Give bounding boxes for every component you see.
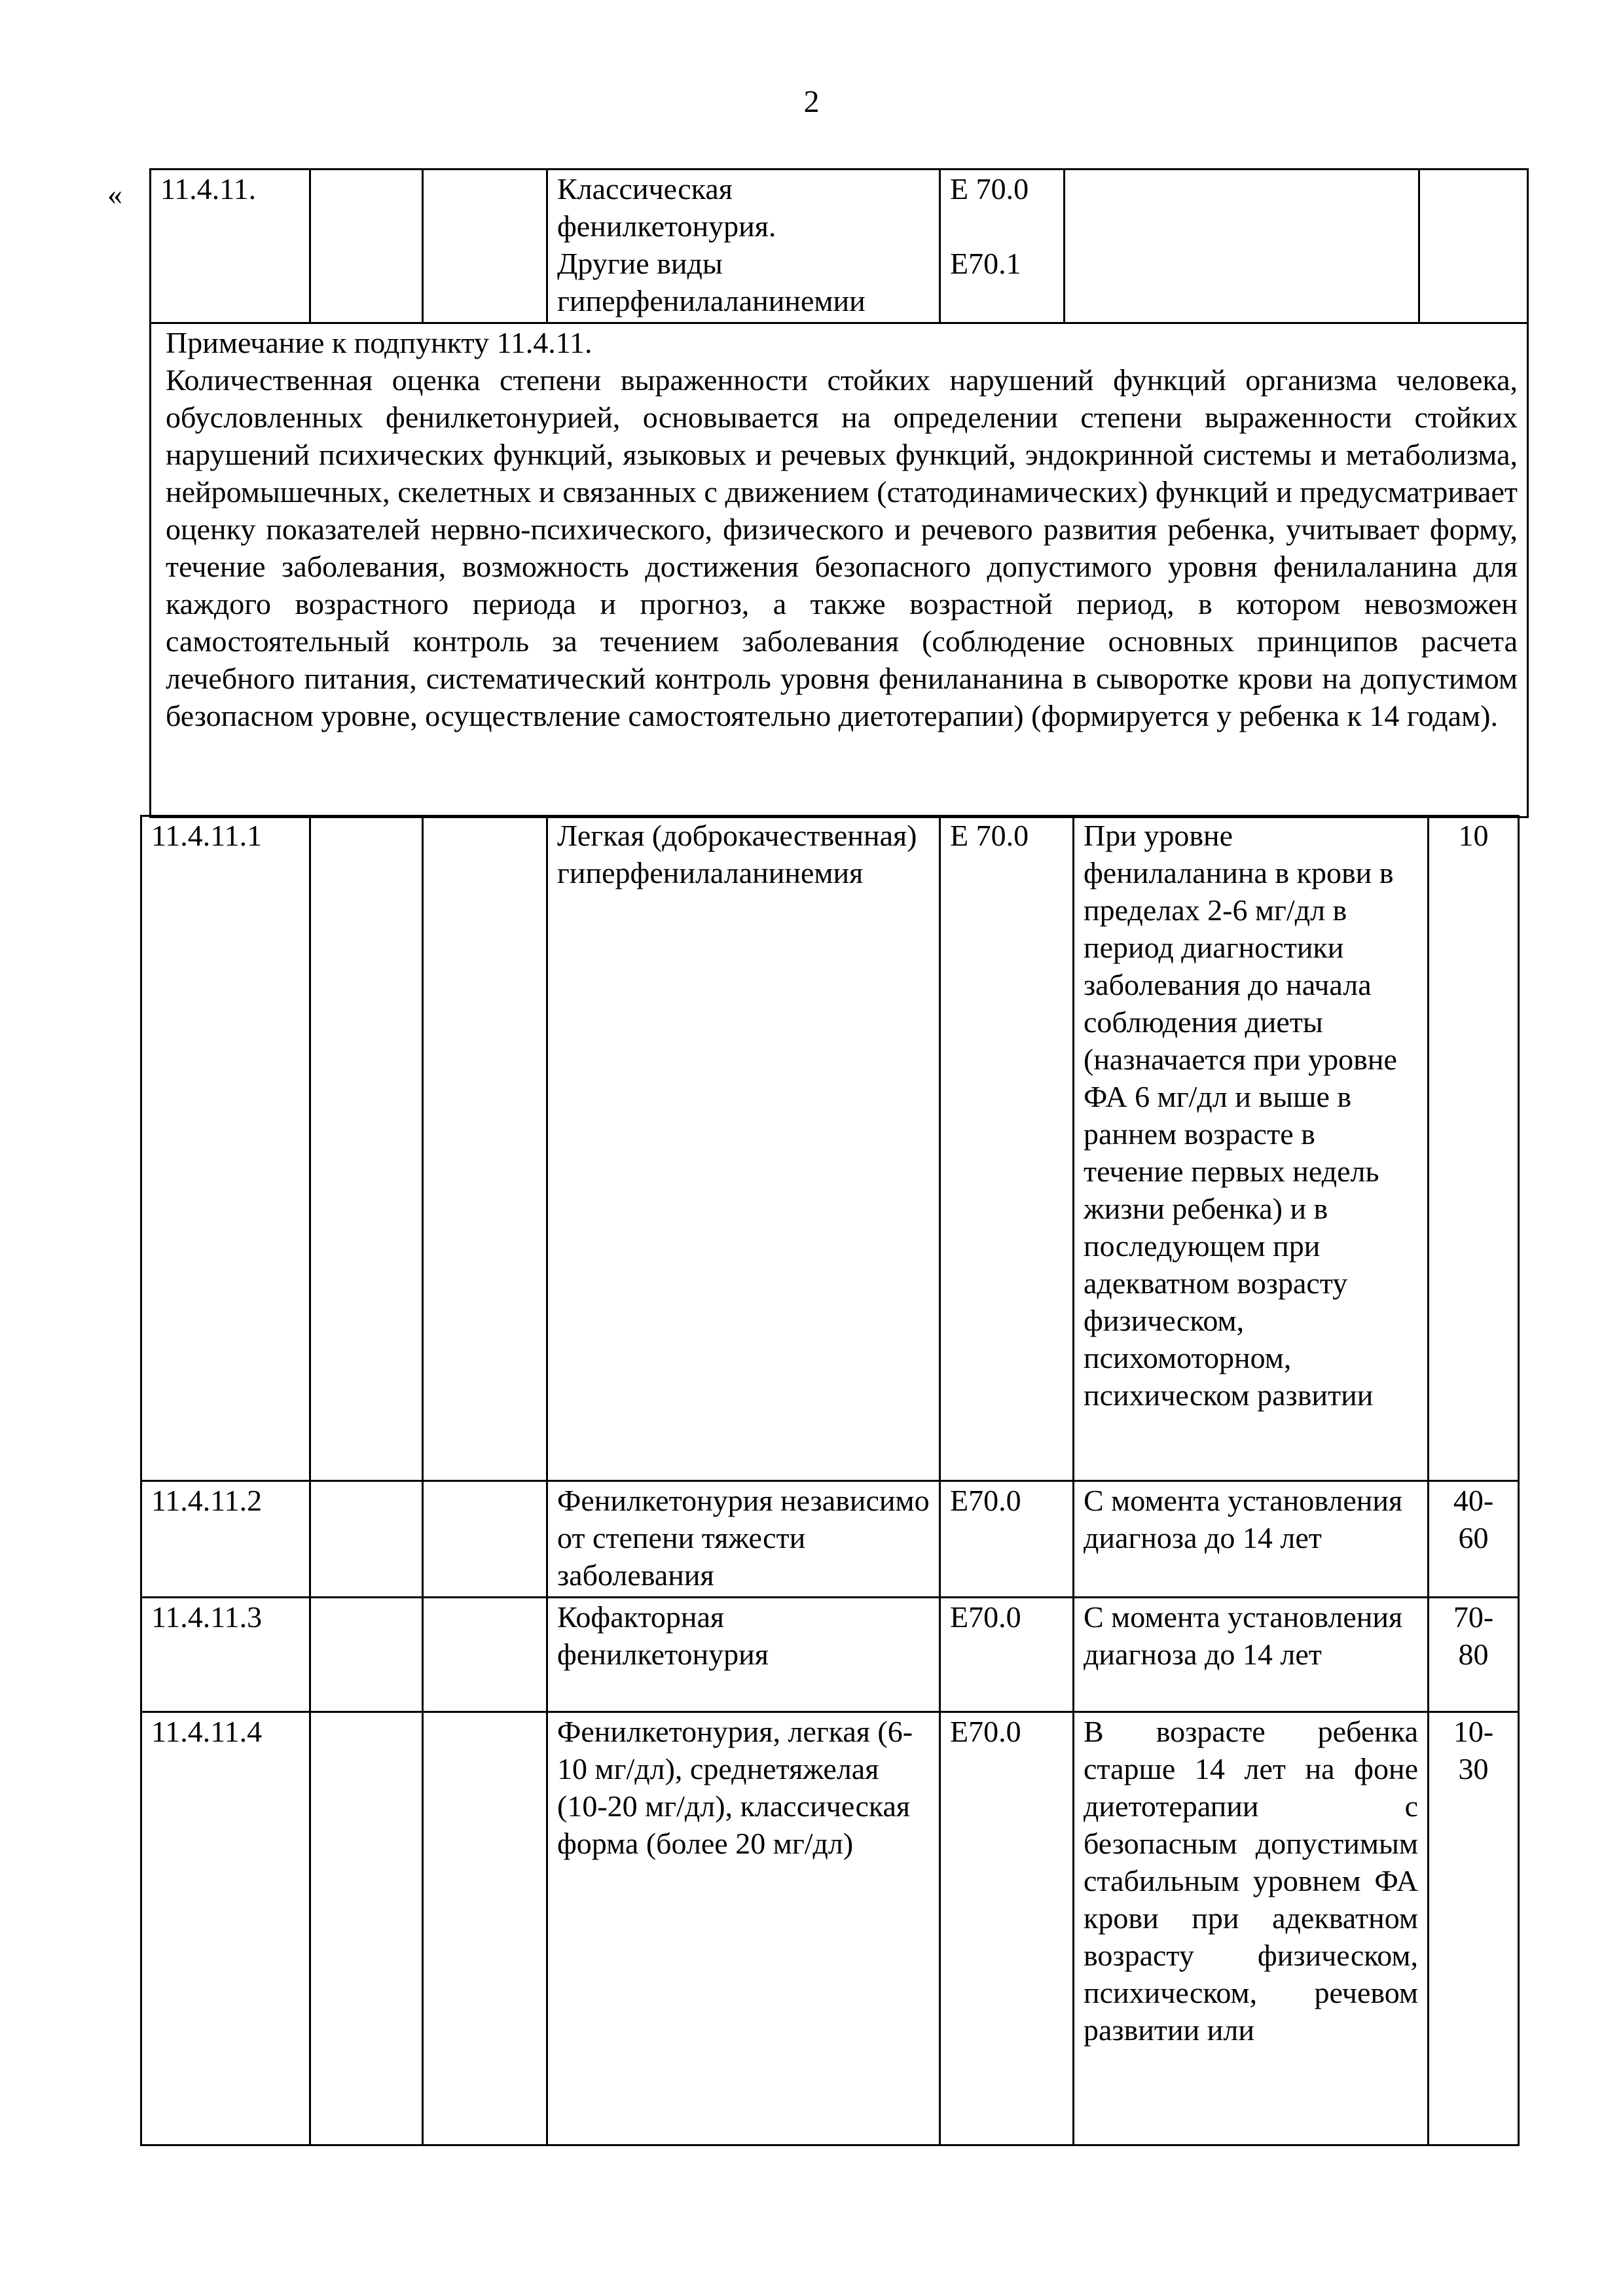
note-text: Количественная оценка степени выраженности стойких нарушений функций организма человека, обусловленных фенилкетонурией, основывается на определении степени выраженности стойких нарушений психических функций, языковых и речевых функций, эндокринной системы и метаболизма, нейромышечных, скелетных и связанных с движением (статодинамических) функций и предусматривает оценку показателей нервно-психического, физического и речевого развития ребенка, учитывает форму, течение заболевания, возможность достижения безопасного допустимого уровня фенилаланина для каждого возрастного периода и прогноз, а также возрастной период, в котором невозможен самостоятельный контроль за течением заболевания (соблюдение основных принципов расчета лечебного питания, систематический контроль уровня фенилананина в сыворотке крови на допустимом безопасном уровне, осуществление самостоятельно диетотерапии) (формируется у ребенка к 14 годам). xyxy=(166,363,1518,732)
row-icd: E70.0 xyxy=(950,1484,1021,1517)
row-icd: E 70.0 xyxy=(950,819,1029,852)
row-criteria: С момента установления диагноза до 14 лет xyxy=(1084,1484,1403,1554)
row-code: 11.4.11.3 xyxy=(151,1600,263,1634)
row-icd-cell xyxy=(940,170,1065,323)
row-percent-cell xyxy=(1429,1712,1519,2145)
row-code-cell xyxy=(141,1598,310,1712)
row-code-cell xyxy=(141,1712,310,2145)
note-row xyxy=(151,323,1528,817)
table-row xyxy=(141,1712,1519,2145)
row-icd: E70.0 xyxy=(950,1600,1021,1634)
row-criteria-cell xyxy=(1074,1598,1429,1712)
row-name: Кофакторная фенилкетонурия xyxy=(557,1600,769,1671)
row-criteria-cell xyxy=(1065,170,1419,323)
row-name-cell xyxy=(547,1481,940,1598)
row-icd-line: E 70.0 xyxy=(950,172,1029,206)
row-name: Легкая (доброкачественная) гиперфенилаланинемия xyxy=(557,819,917,889)
row-percent: 10 xyxy=(1458,819,1489,852)
empty-cell xyxy=(310,816,423,1481)
disability-criteria-table-bottom xyxy=(140,815,1520,2146)
empty-cell xyxy=(310,170,423,323)
row-criteria: При уровне фенилаланина в крови в пределах 2-6 мг/дл в период диагностики заболевания до начала соблюдения диеты (назначается при уровне ФА 6 мг/дл и выше в раннем возрасте в течение первых недель жизни ребенка) и в последующем при адекватном возрасту физическом, психомоторном, психическом развитии xyxy=(1084,819,1397,1412)
row-name-line: Классическая xyxy=(557,172,733,206)
empty-cell xyxy=(423,816,547,1481)
row-code-cell xyxy=(141,1481,310,1598)
note-cell xyxy=(151,323,1528,817)
row-percent: 10-30 xyxy=(1453,1715,1494,1785)
row-icd-cell xyxy=(940,1598,1074,1712)
empty-cell xyxy=(423,170,547,323)
empty-cell xyxy=(423,1712,547,2145)
note-title: Примечание к подпункту 11.4.11. xyxy=(166,326,593,359)
row-criteria-cell xyxy=(1074,1712,1429,2145)
row-code: 11.4.11.2 xyxy=(151,1484,263,1517)
row-code: 11.4.11. xyxy=(160,172,257,206)
row-percent-cell xyxy=(1429,816,1519,1481)
row-percent-cell xyxy=(1429,1481,1519,1598)
row-icd-line xyxy=(950,207,1054,245)
row-code-cell xyxy=(151,170,310,323)
opening-quote-mark: « xyxy=(107,177,122,211)
row-code-cell xyxy=(141,816,310,1481)
row-percent: 70-80 xyxy=(1453,1600,1494,1671)
table-row xyxy=(151,170,1528,323)
row-percent-cell xyxy=(1429,1598,1519,1712)
row-name-cell xyxy=(547,170,940,323)
empty-cell xyxy=(423,1481,547,1598)
empty-cell xyxy=(423,1598,547,1712)
row-icd-cell xyxy=(940,1481,1074,1598)
row-icd: E70.0 xyxy=(950,1715,1021,1748)
row-percent: 40-60 xyxy=(1453,1484,1494,1554)
disability-criteria-table-top xyxy=(149,168,1529,818)
empty-cell xyxy=(310,1598,423,1712)
row-name-line: гиперфенилаланинемии xyxy=(557,284,866,317)
row-name-line: Другие виды xyxy=(557,247,723,280)
row-code: 11.4.11.1 xyxy=(151,819,263,852)
row-name-cell xyxy=(547,1712,940,2145)
row-name: Фенилкетонурия, легкая (6-10 мг/дл), среднетяжелая (10-20 мг/дл), классическая форма (более 20 мг/дл) xyxy=(557,1715,913,1860)
row-name-cell xyxy=(547,816,940,1481)
row-icd-cell xyxy=(940,816,1074,1481)
row-code: 11.4.11.4 xyxy=(151,1715,263,1748)
row-name: Фенилкетонурия независимо от степени тяжести заболевания xyxy=(557,1484,930,1592)
row-percent-cell xyxy=(1419,170,1528,323)
row-criteria: С момента установления диагноза до 14 лет xyxy=(1084,1600,1403,1671)
table-row xyxy=(141,1481,1519,1598)
empty-cell xyxy=(310,1481,423,1598)
row-name-cell xyxy=(547,1598,940,1712)
page-number: 2 xyxy=(803,84,820,119)
row-criteria: В возрасте ребенка старше 14 лет на фоне диетотерапии с безопасным допустимым стабильным уровнем ФА крови при адекватном возрасту физическом, психическом, речевом развитии или xyxy=(1084,1715,1418,2047)
table-row xyxy=(141,816,1519,1481)
empty-cell xyxy=(310,1712,423,2145)
row-name-line: фенилкетонурия. xyxy=(557,209,776,243)
row-icd-cell xyxy=(940,1712,1074,2145)
row-criteria-cell xyxy=(1074,1481,1429,1598)
row-icd-line: E70.1 xyxy=(950,247,1021,280)
row-criteria-cell xyxy=(1074,816,1429,1481)
table-row xyxy=(141,1598,1519,1712)
